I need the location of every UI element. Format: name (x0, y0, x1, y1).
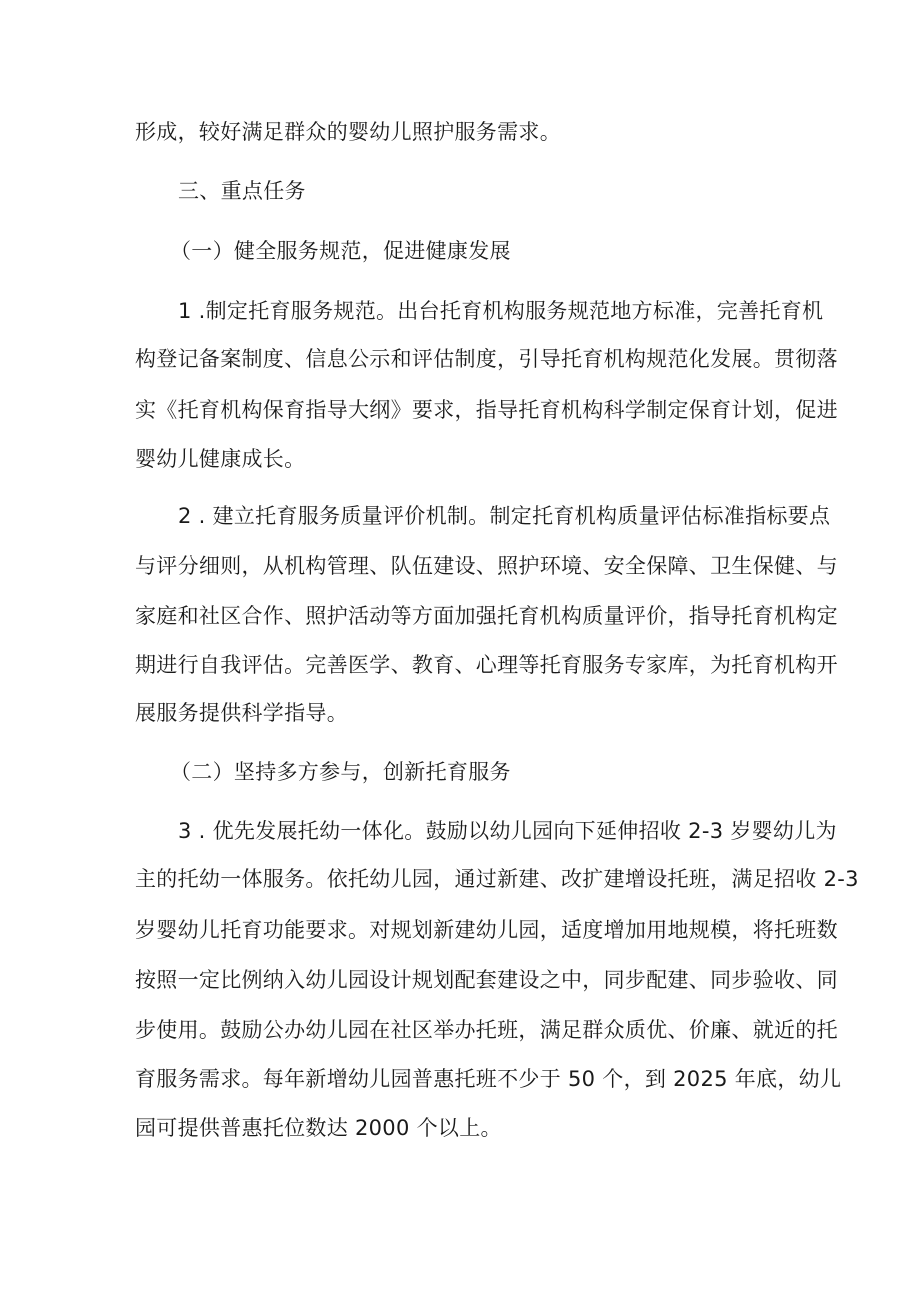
subsection-heading: （一）健全服务规范，促进健康发展 (170, 239, 511, 263)
paragraph-line: 实《托育机构保育指导大纲》要求，指导托育机构科学制定保育计划，促进 (135, 398, 838, 422)
paragraph-line: 婴幼儿健康成长。 (135, 447, 306, 471)
paragraph-line: 2 . 建立托育服务质量评价机制。制定托育机构质量评估标准指标要点 (178, 504, 831, 528)
paragraph-line: 3 . 优先发展托幼一体化。鼓励以幼儿园向下延伸招收 2-3 岁婴幼儿为 (178, 819, 837, 843)
paragraph-line: 主的托幼一体服务。依托幼儿园，通过新建、改扩建增设托班，满足招收 2-3 (135, 867, 859, 891)
paragraph-line: 家庭和社区合作、照护活动等方面加强托育机构质量评价，指导托育机构定 (135, 604, 838, 628)
paragraph-line: 园可提供普惠托位数达 2000 个以上。 (135, 1116, 502, 1140)
paragraph-line: 形成，较好满足群众的婴幼儿照护服务需求。 (135, 120, 561, 144)
paragraph-line: 育服务需求。每年新增幼儿园普惠托班不少于 50 个，到 2025 年底，幼儿 (135, 1067, 842, 1091)
paragraph-line: 按照一定比例纳入幼儿园设计规划配套建设之中，同步配建、同步验收、同 (135, 968, 838, 992)
paragraph-line: 展服务提供科学指导。 (135, 701, 348, 725)
paragraph-line: 岁婴幼儿托育功能要求。对规划新建幼儿园，适度增加用地规模，将托班数 (135, 918, 838, 942)
paragraph-line: 与评分细则，从机构管理、队伍建设、照护环境、安全保障、卫生保健、与 (135, 554, 838, 578)
paragraph-line: 步使用。鼓励公办幼儿园在社区举办托班，满足群众质优、价廉、就近的托 (135, 1018, 838, 1042)
paragraph-line: 构登记备案制度、信息公示和评估制度，引导托育机构规范化发展。贯彻落 (135, 347, 838, 371)
paragraph-line: 期进行自我评估。完善医学、教育、心理等托育服务专家库，为托育机构开 (135, 653, 838, 677)
section-heading: 三、重点任务 (178, 179, 306, 203)
paragraph-line: 1 .制定托育服务规范。出台托育机构服务规范地方标准，完善托育机 (178, 299, 824, 323)
subsection-heading: （二）坚持多方参与，创新托育服务 (170, 760, 511, 784)
